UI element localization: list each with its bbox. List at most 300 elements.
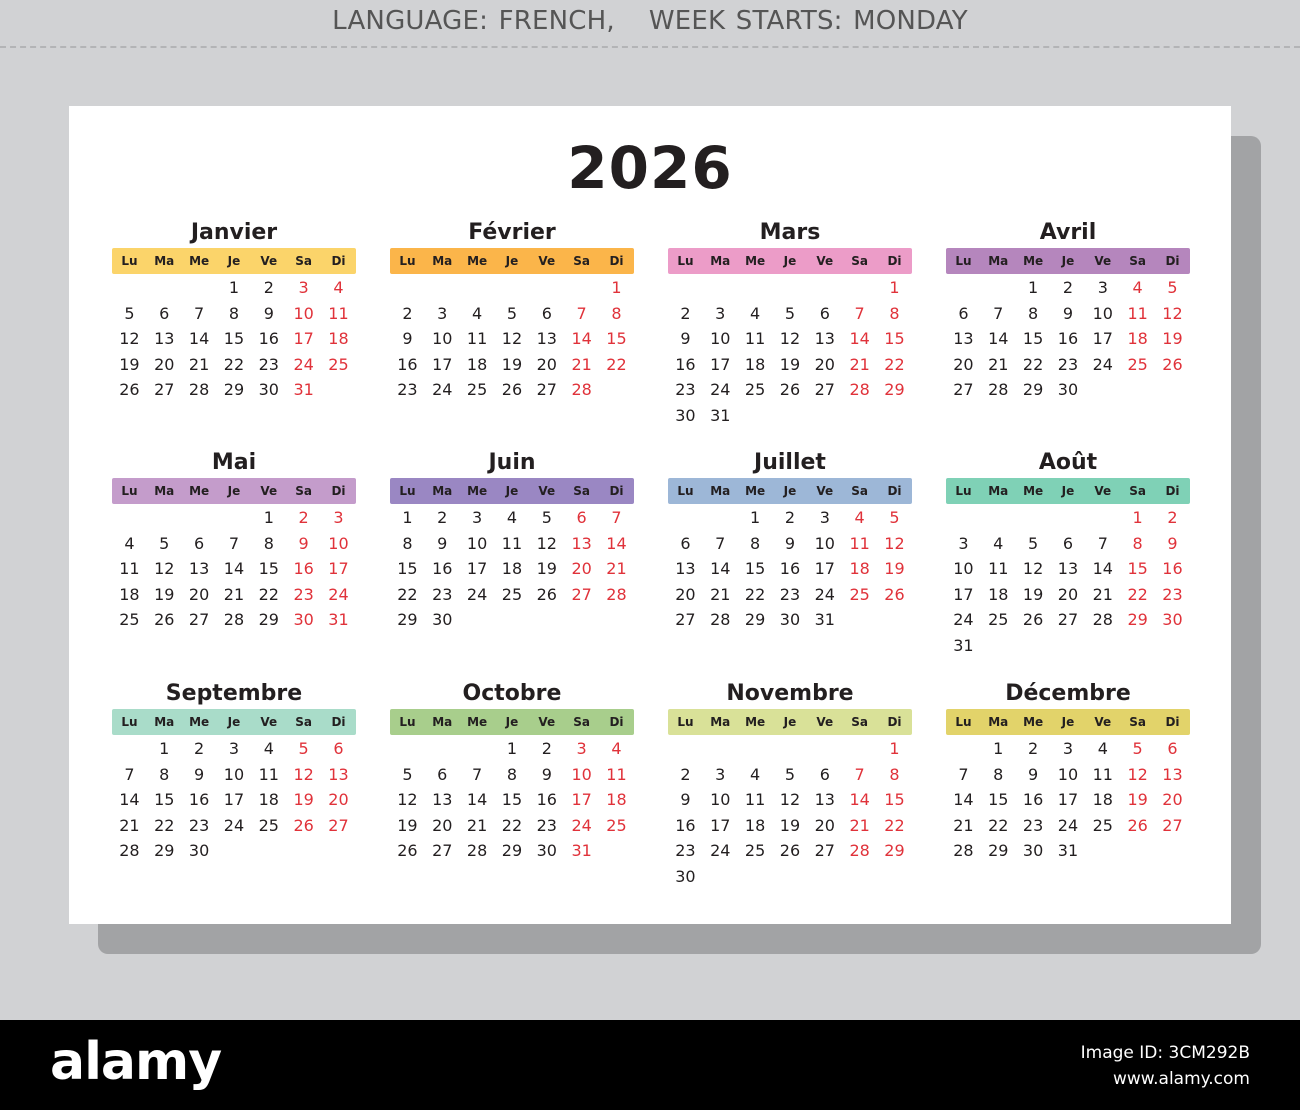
weekend-day: 1 [889, 739, 900, 758]
day: 8 [402, 533, 413, 553]
weekday-label: Ma [988, 254, 1009, 268]
day: 14 [988, 329, 1009, 349]
weekday-header [946, 478, 1190, 504]
day: 7 [194, 303, 205, 323]
weekday-label: Sa [295, 484, 313, 498]
day: 2 [1028, 739, 1039, 758]
weekend-day: 7 [576, 303, 587, 323]
weekend-day: 26 [1127, 815, 1148, 835]
weekday-label: Sa [295, 254, 313, 268]
day: 30 [1057, 380, 1079, 400]
day: 5 [784, 764, 796, 784]
weekend-day: 24 [328, 584, 349, 604]
weekday-label: Di [609, 254, 624, 268]
weekend-day: 31 [328, 610, 349, 630]
month-2 [390, 218, 634, 403]
caption-language: LANGUAGE: FRENCH, [332, 6, 615, 36]
day: 16 [258, 329, 279, 349]
day: 6 [1062, 533, 1074, 553]
day: 4 [750, 303, 761, 323]
weekday-label: Lu [955, 715, 972, 729]
weekday-label: Sa [851, 715, 869, 729]
footer-info [1081, 1040, 1250, 1092]
day: 12 [779, 329, 801, 349]
day: 13 [154, 329, 175, 349]
day: 7 [958, 764, 969, 784]
weekend-day: 11 [849, 533, 870, 553]
day: 31 [1057, 841, 1079, 861]
weekday-label: Sa [573, 715, 591, 729]
day: 17 [710, 815, 731, 835]
weekend-day: 5 [1167, 278, 1178, 297]
weekday-label: Ma [154, 484, 175, 498]
day: 21 [223, 584, 245, 604]
weekend-day: 14 [571, 329, 592, 349]
weekday-label: Lu [955, 254, 972, 268]
day: 28 [988, 380, 1009, 400]
weekend-day: 2 [298, 508, 309, 527]
day: 28 [1092, 610, 1113, 630]
weekday-label: Je [227, 715, 241, 729]
day: 26 [154, 610, 175, 630]
day: 4 [124, 533, 135, 553]
weekend-day: 10 [293, 303, 314, 323]
weekday-label: Ve [816, 484, 834, 498]
weekend-day: 15 [884, 790, 905, 810]
day: 5 [124, 303, 135, 323]
weekend-day: 5 [1132, 739, 1143, 758]
day: 21 [466, 815, 488, 835]
weekday-header [112, 709, 356, 735]
day: 12 [119, 329, 140, 349]
weekend-day: 19 [1127, 790, 1148, 810]
weekday-label: Lu [677, 254, 694, 268]
weekday-label: Ma [154, 254, 175, 268]
weekday-label: Me [745, 715, 766, 729]
weekend-day: 12 [1162, 303, 1183, 323]
day: 23 [188, 815, 210, 835]
day: 4 [993, 533, 1004, 553]
day: 15 [397, 559, 418, 579]
day: 11 [466, 329, 488, 349]
day: 3 [715, 764, 726, 784]
day: 29 [397, 610, 418, 630]
day: 15 [501, 790, 523, 810]
month-9 [112, 679, 356, 864]
day: 5 [541, 508, 552, 527]
weekend-day: 13 [1162, 764, 1183, 784]
weekday-label: Me [1023, 484, 1044, 498]
weekend-day: 22 [884, 815, 905, 835]
day: 27 [188, 610, 210, 630]
weekend-day: 4 [333, 278, 344, 297]
day: 19 [536, 559, 557, 579]
day: 11 [119, 559, 140, 579]
day: 15 [154, 790, 175, 810]
weekend-day: 13 [571, 533, 592, 553]
month-name: Août [1038, 450, 1098, 475]
day: 23 [432, 584, 453, 604]
day: 24 [710, 841, 731, 861]
weekday-label: Lu [677, 715, 694, 729]
day: 23 [779, 584, 801, 604]
weekend-day: 6 [1167, 739, 1178, 758]
day: 24 [1057, 815, 1079, 835]
footer-bar [0, 1020, 1300, 1110]
day: 6 [194, 533, 205, 553]
day: 2 [784, 508, 796, 527]
day: 13 [953, 329, 974, 349]
day: 17 [1057, 790, 1079, 810]
weekday-label: Lu [677, 484, 694, 498]
weekday-label: Ma [154, 715, 175, 729]
day: 27 [814, 380, 835, 400]
day: 10 [710, 790, 731, 810]
day: 11 [744, 329, 766, 349]
weekend-day: 6 [576, 508, 587, 527]
month-name: Septembre [165, 681, 303, 706]
weekday-label: Je [1061, 484, 1075, 498]
day: 7 [472, 764, 483, 784]
month-8 [946, 448, 1190, 659]
day: 10 [466, 533, 488, 553]
weekday-label: Sa [1129, 715, 1147, 729]
month-name: Janvier [190, 220, 278, 245]
weekend-day: 15 [1127, 559, 1148, 579]
weekend-day: 14 [606, 533, 627, 553]
day: 26 [779, 841, 801, 861]
day: 19 [1022, 584, 1044, 604]
day: 25 [258, 815, 279, 835]
day: 3 [1097, 278, 1108, 297]
day: 30 [258, 380, 279, 400]
weekend-day: 3 [298, 278, 309, 297]
weekday-label: Je [1061, 715, 1075, 729]
weekend-day: 17 [293, 329, 314, 349]
weekend-day: 18 [606, 790, 627, 810]
day: 13 [1057, 559, 1079, 579]
weekend-day: 18 [328, 329, 349, 349]
weekday-label: Ve [1094, 484, 1112, 498]
day: 6 [437, 764, 448, 784]
weekend-day: 20 [571, 559, 592, 579]
weekday-label: Di [887, 484, 902, 498]
day: 21 [188, 354, 210, 374]
weekend-day: 21 [571, 354, 592, 374]
day: 31 [814, 610, 835, 630]
day: 1 [402, 508, 413, 527]
weekday-label: Me [1023, 715, 1044, 729]
weekend-day: 18 [849, 559, 870, 579]
weekday-label: Lu [955, 484, 972, 498]
weekend-day: 15 [884, 329, 905, 349]
weekend-day: 11 [606, 764, 627, 784]
weekend-day: 4 [854, 508, 865, 527]
day: 5 [1028, 533, 1039, 553]
weekend-day: 22 [606, 354, 627, 374]
weekday-label: Ma [988, 484, 1009, 498]
day: 6 [819, 764, 830, 784]
month-10 [390, 679, 634, 864]
weekday-header [390, 248, 634, 274]
day: 9 [1062, 303, 1074, 323]
day-grid [668, 275, 912, 429]
day: 29 [988, 841, 1009, 861]
weekday-label: Ma [710, 254, 731, 268]
weekend-day: 25 [328, 354, 349, 374]
day: 2 [541, 739, 552, 758]
day: 18 [988, 584, 1009, 604]
day: 14 [223, 559, 245, 579]
weekday-label: Di [887, 715, 902, 729]
day: 3 [1062, 739, 1074, 758]
day: 3 [437, 303, 448, 323]
weekend-day: 18 [1127, 329, 1148, 349]
month-name: Juillet [754, 450, 826, 475]
day: 9 [194, 764, 205, 784]
day: 21 [1092, 584, 1113, 604]
weekday-label: Je [1061, 254, 1075, 268]
weekday-label: Je [783, 484, 797, 498]
day: 27 [675, 610, 696, 630]
day: 7 [1097, 533, 1108, 553]
weekday-label: Sa [1129, 254, 1147, 268]
weekday-label: Di [609, 484, 624, 498]
weekday-label: Lu [399, 254, 416, 268]
weekend-day: 3 [333, 508, 344, 527]
day: 8 [228, 303, 240, 323]
day-grid [390, 505, 634, 633]
weekend-day: 31 [571, 841, 592, 861]
day: 29 [1022, 380, 1044, 400]
weekend-day: 16 [1162, 559, 1183, 579]
day: 14 [1092, 559, 1113, 579]
weekend-day: 15 [606, 329, 627, 349]
day: 14 [710, 559, 731, 579]
weekday-header [390, 478, 634, 504]
weekday-label: Me [467, 484, 488, 498]
weekday-label: Je [505, 715, 519, 729]
day: 19 [119, 354, 140, 374]
day: 10 [432, 329, 453, 349]
day: 7 [228, 533, 240, 553]
weekday-label: Ma [710, 715, 731, 729]
day: 12 [154, 559, 175, 579]
month-7 [668, 448, 912, 633]
month-11 [668, 679, 912, 890]
weekend-day: 5 [298, 739, 309, 758]
weekday-label: Je [783, 715, 797, 729]
day: 13 [188, 559, 210, 579]
day: 26 [536, 584, 557, 604]
day: 10 [710, 329, 731, 349]
day: 26 [501, 380, 523, 400]
weekday-label: Sa [1129, 484, 1147, 498]
weekday-label: Di [1165, 484, 1180, 498]
day: 10 [953, 559, 974, 579]
weekday-label: Sa [573, 254, 591, 268]
day: 8 [159, 764, 170, 784]
weekend-day: 14 [849, 329, 870, 349]
day: 6 [680, 533, 691, 553]
weekday-label: Ma [710, 484, 731, 498]
month-name: Décembre [1005, 681, 1131, 706]
day: 1 [159, 739, 170, 758]
day: 30 [536, 841, 557, 861]
day: 20 [1057, 584, 1079, 604]
weekday-header [946, 248, 1190, 274]
weekday-header [112, 248, 356, 274]
day: 30 [675, 405, 696, 425]
weekday-label: Di [331, 484, 346, 498]
weekend-day: 4 [1132, 278, 1143, 297]
weekend-day: 25 [606, 815, 627, 835]
weekday-label: Me [1023, 254, 1044, 268]
day: 8 [1028, 303, 1039, 323]
weekend-day: 23 [1162, 584, 1183, 604]
weekend-day: 1 [1132, 508, 1143, 527]
weekday-label: Me [745, 484, 766, 498]
day-grid [946, 275, 1190, 403]
day: 16 [432, 559, 453, 579]
weekend-day: 22 [884, 354, 905, 374]
weekend-day: 22 [1127, 584, 1148, 604]
weekday-header [946, 709, 1190, 735]
day: 13 [675, 559, 696, 579]
weekday-header [390, 709, 634, 735]
day-grid [112, 275, 356, 403]
day: 26 [119, 380, 140, 400]
weekday-header [668, 709, 912, 735]
caption [0, 6, 1300, 36]
day: 1 [228, 278, 240, 297]
day: 25 [466, 380, 488, 400]
day: 17 [223, 790, 245, 810]
day: 13 [432, 790, 453, 810]
day: 16 [675, 354, 696, 374]
day: 21 [988, 354, 1009, 374]
weekday-label: Ma [432, 715, 453, 729]
day: 11 [258, 764, 279, 784]
weekend-day: 7 [854, 764, 865, 784]
weekend-day: 24 [571, 815, 592, 835]
day: 10 [223, 764, 245, 784]
weekday-label: Ve [816, 254, 834, 268]
weekend-day: 28 [849, 380, 870, 400]
month-1 [112, 218, 356, 403]
month-12 [946, 679, 1190, 864]
dashed-divider [0, 46, 1300, 48]
day: 29 [501, 841, 523, 861]
day: 8 [993, 764, 1004, 784]
day: 18 [1092, 790, 1113, 810]
day: 14 [119, 790, 140, 810]
day: 13 [814, 790, 835, 810]
day: 3 [228, 739, 240, 758]
day: 18 [744, 354, 766, 374]
weekday-label: Ve [816, 715, 834, 729]
day: 29 [744, 610, 766, 630]
weekend-day: 17 [328, 559, 349, 579]
weekday-label: Sa [295, 715, 313, 729]
day: 7 [715, 533, 726, 553]
day: 21 [710, 584, 731, 604]
weekend-day: 27 [571, 584, 592, 604]
weekday-label: Sa [851, 254, 869, 268]
weekend-day: 8 [611, 303, 622, 323]
day: 20 [536, 354, 557, 374]
day: 29 [154, 841, 175, 861]
day: 24 [223, 815, 245, 835]
day: 23 [675, 380, 696, 400]
day: 16 [397, 354, 418, 374]
weekend-day: 23 [293, 584, 314, 604]
day: 18 [119, 584, 140, 604]
weekend-day: 8 [1132, 533, 1143, 553]
day: 16 [1022, 790, 1044, 810]
day: 4 [750, 764, 761, 784]
day: 24 [710, 380, 731, 400]
weekday-label: Di [1165, 254, 1180, 268]
day: 6 [159, 303, 170, 323]
weekend-day: 12 [293, 764, 314, 784]
image-id: Image ID: 3CM292B [1080, 1043, 1250, 1063]
day: 17 [466, 559, 488, 579]
day: 16 [675, 815, 696, 835]
month-name: Mars [759, 220, 821, 245]
weekend-day: 13 [328, 764, 349, 784]
weekend-day: 14 [849, 790, 870, 810]
weekend-day: 26 [293, 815, 314, 835]
day: 19 [501, 354, 523, 374]
weekday-label: Je [783, 254, 797, 268]
day: 14 [953, 790, 974, 810]
weekend-day: 30 [1162, 610, 1183, 630]
day: 19 [779, 815, 801, 835]
day: 9 [541, 764, 552, 784]
day: 27 [536, 380, 557, 400]
weekday-label: Di [331, 254, 346, 268]
day: 9 [680, 790, 691, 810]
weekday-label: Sa [573, 484, 591, 498]
day: 11 [744, 790, 766, 810]
weekday-label: Ve [538, 254, 556, 268]
day: 3 [819, 508, 830, 527]
day: 15 [1022, 329, 1044, 349]
day: 20 [814, 354, 835, 374]
day: 21 [119, 815, 140, 835]
weekday-label: Ve [538, 715, 556, 729]
weekday-label: Me [189, 484, 210, 498]
day: 22 [397, 584, 418, 604]
day: 18 [466, 354, 488, 374]
day: 17 [814, 559, 835, 579]
day: 4 [472, 303, 483, 323]
day: 19 [397, 815, 418, 835]
day: 5 [506, 303, 518, 323]
day: 28 [188, 380, 210, 400]
day: 2 [194, 739, 205, 758]
day: 8 [506, 764, 518, 784]
day: 28 [119, 841, 140, 861]
weekday-label: Je [227, 254, 241, 268]
day-grid [668, 505, 912, 633]
weekend-day: 28 [849, 841, 870, 861]
day: 18 [501, 559, 523, 579]
caption-week-start: WEEK STARTS: MONDAY [648, 6, 968, 36]
weekend-day: 5 [889, 508, 900, 527]
day: 20 [675, 584, 696, 604]
